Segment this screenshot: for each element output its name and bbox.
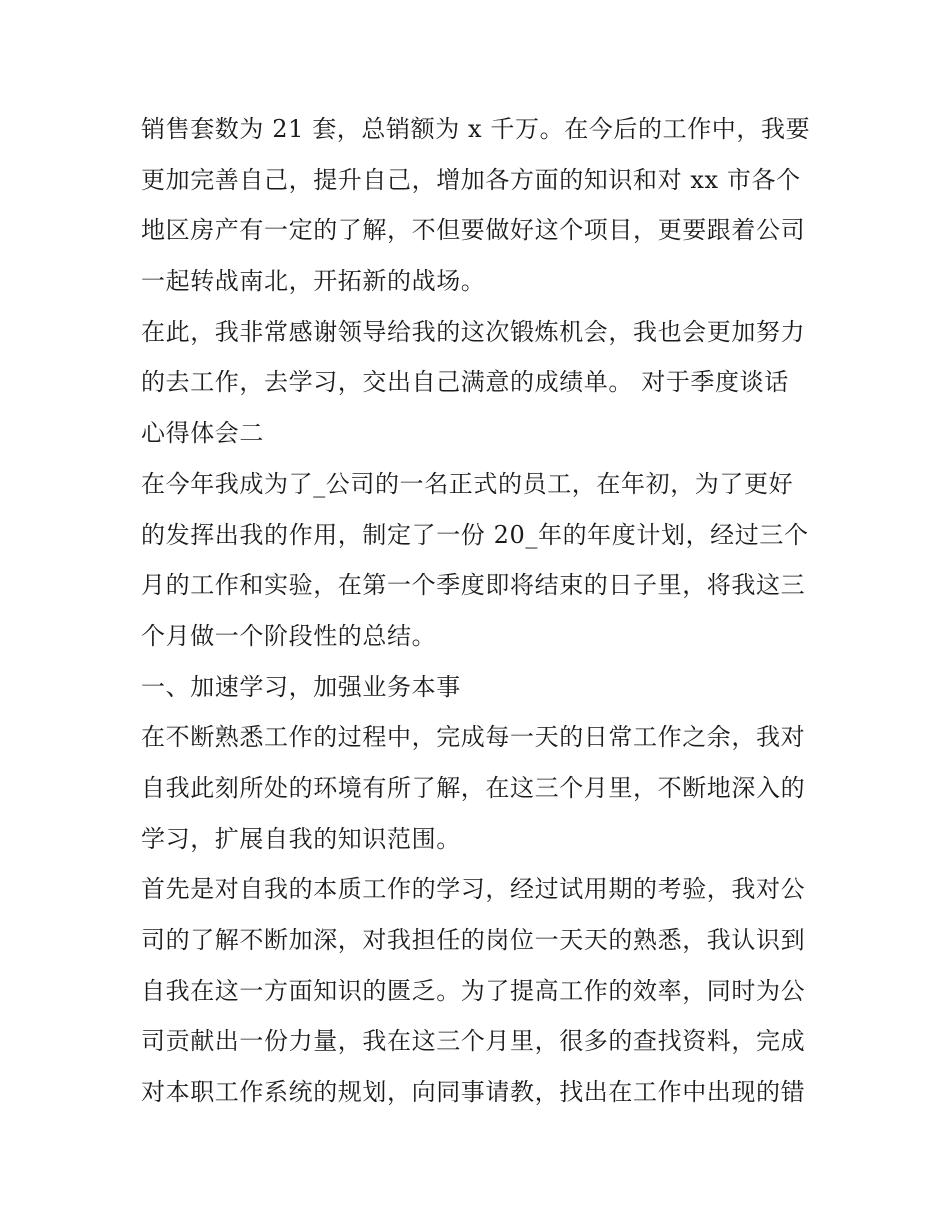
text-line: 司的了解不断加深，对我担任的岗位一天天的熟悉，我认识到 — [141, 926, 806, 954]
text-line: 个月做一个阶段性的总结。 — [141, 621, 437, 650]
text-line: 在今年我成为了_公司的一名正式的员工，在年初，为了更好 — [141, 469, 794, 498]
text-line: 司贡献出一份力量，我在这三个月里，很多的查找资料，完成 — [141, 1027, 806, 1056]
text-line: 学习，扩展自我的知识范围。 — [141, 824, 461, 853]
text-line: 在不断熟悉工作的过程中，完成每一天的日常工作之余，我对 — [141, 723, 806, 752]
text-line: 在此，我非常感谢领导给我的这次锻炼机会，我也会更加努力 — [141, 317, 806, 346]
text-line: 的去工作，去学习，交出自己满意的成绩单。 对于季度谈话 — [141, 368, 789, 397]
text-line: 一起转战南北，开拓新的战场。 — [141, 267, 486, 296]
text-line: 的发挥出我的作用，制定了一份 20_年的年度计划，经过三个 — [141, 520, 809, 549]
text-line: 地区房产有一定的了解，不但要做好这个项目，更要跟着公司 — [141, 216, 806, 245]
text-line: 首先是对自我的本质工作的学习，经过试用期的考验，我对公 — [141, 875, 806, 904]
section-heading: 一、加速学习，加强业务本事 — [141, 672, 461, 701]
text-line: 自我在这一方面知识的匮乏。为了提高工作的效率，同时为公 — [141, 976, 806, 1005]
text-line: 自我此刻所处的环境有所了解，在这三个月里，不断地深入的 — [141, 773, 806, 802]
document-body — [141, 104, 821, 1118]
text-line: 月的工作和实验，在第一个季度即将结束的日子里，将我这三 — [141, 571, 806, 600]
section-title: 心得体会二 — [141, 419, 264, 448]
text-line: 更加完善自己，提升自己，增加各方面的知识和对 xx 市各个 — [141, 165, 801, 194]
text-line: 对本职工作系统的规划，向同事请教，找出在工作中出现的错 — [141, 1078, 806, 1107]
text-line: 销售套数为 21 套，总销额为 x 千万。在今后的工作中，我要 — [141, 115, 811, 143]
